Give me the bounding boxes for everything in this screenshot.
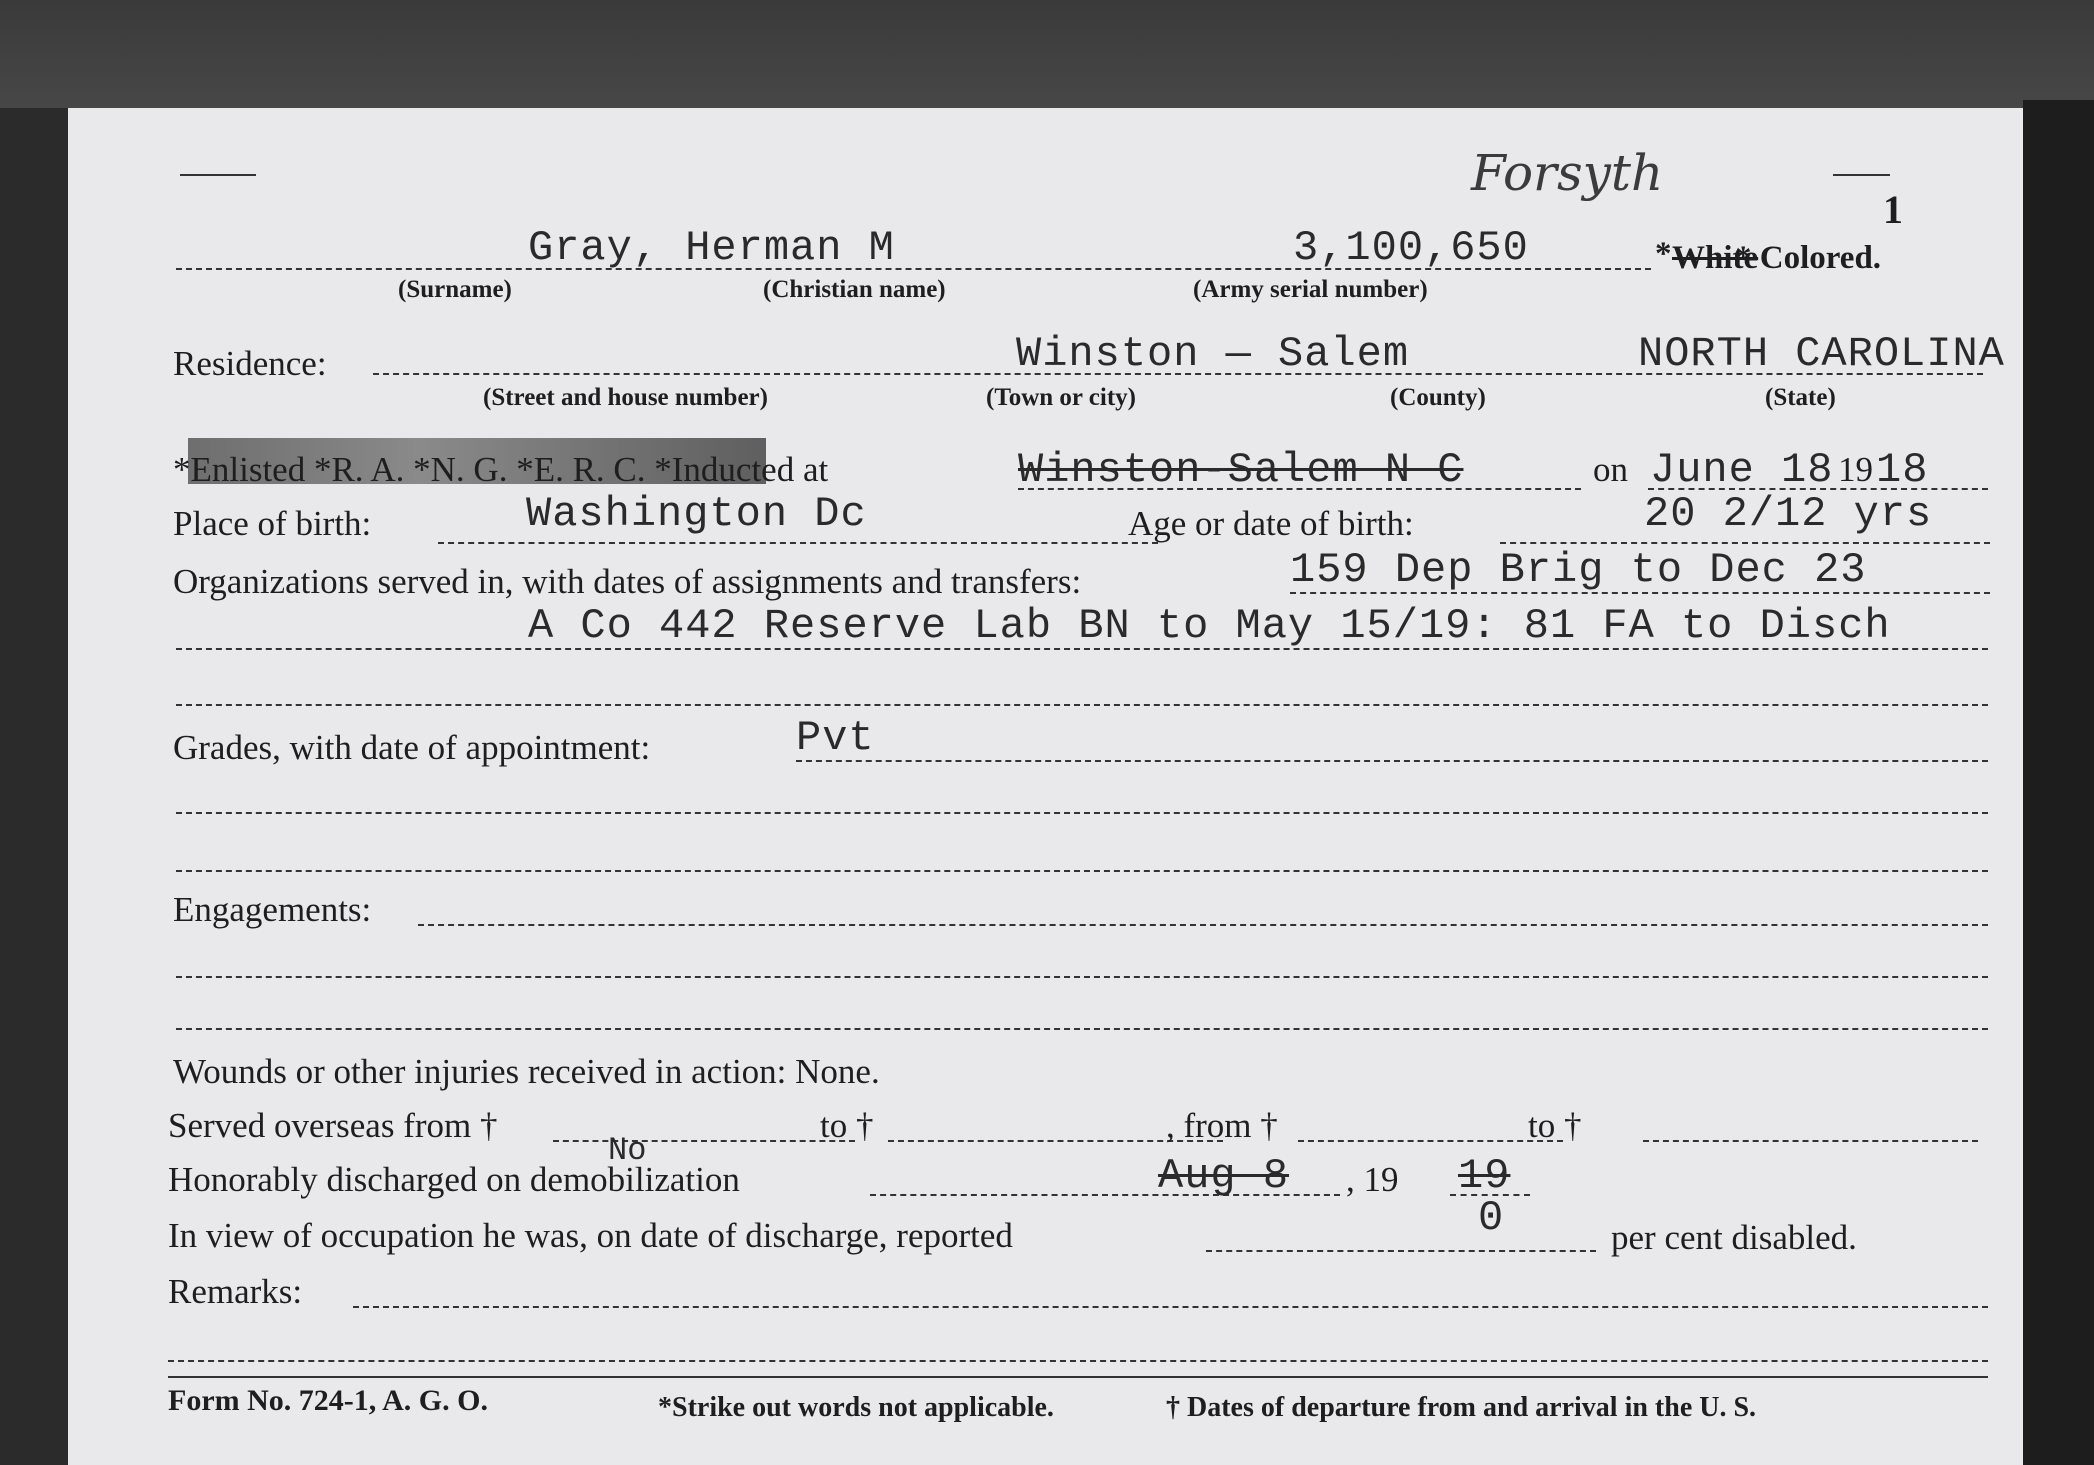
organizations-line2 [176,648,1988,650]
dates-note: † Dates of departure from and arrival in the U. S. [1166,1392,1757,1423]
strike-note: *Strike out words not applicable. [658,1392,1054,1423]
typed-discharge-year: 19 [1458,1152,1511,1200]
engagements-label: Engagements: [173,890,372,929]
engagements-line2 [176,976,1988,978]
state-caption: (State) [1765,384,1836,411]
christian-name-caption: (Christian name) [763,276,946,303]
top-background [0,0,2094,108]
grades-line1 [796,760,1988,762]
grades-line3 [176,870,1988,872]
wounds-label: Wounds or other injuries received in action: None. [173,1052,880,1091]
typed-discharge-date: Aug 8 [1158,1152,1290,1200]
remarks-line1 [353,1306,1988,1308]
remarks-line2 [168,1360,1988,1362]
county-handwritten: Forsyth [1471,144,1664,202]
enlisted-label: *Enlisted *R. A. *N. G. *E. R. C. *Inducted at [173,450,829,489]
card-number: 1 [1883,187,1903,232]
typed-name: Gray, Herman M [528,224,895,272]
footer-rule [168,1376,1988,1378]
typed-overseas-no: No [608,1132,647,1169]
residence-label: Residence: [173,344,327,383]
engagements-line1 [418,924,1988,926]
form-number: Form No. 724-1, A. G. O. [168,1384,488,1417]
surname-caption: (Surname) [398,276,512,303]
town-caption: (Town or city) [986,384,1136,411]
engagements-line3 [176,1028,1988,1030]
age-line [1500,542,1990,544]
birth-place-line [438,542,1158,544]
county-caption: (County) [1390,384,1486,411]
disability-label: In view of occupation he was, on date of discharge, reported [168,1216,1013,1255]
typed-birth-place: Washington Dc [526,490,867,538]
typed-age: 20 2/12 yrs [1644,490,1933,538]
typed-organizations-line2: A Co 442 Reserve Lab BN to May 15/19: 81 FA to Disch [528,602,1891,650]
typed-induction-year: 18 [1876,446,1929,494]
race-white: White [1672,240,1759,276]
overseas-from2-line [1298,1140,1563,1142]
street-caption: (Street and house number) [483,384,768,411]
typed-induction-date: June 18 [1650,446,1834,494]
typed-grade: Pvt [796,714,875,762]
age-label: Age or date of birth: [1128,504,1414,543]
overseas-to2-label: to † [1528,1106,1582,1145]
typed-serial: 3,100,650 [1293,224,1529,272]
overseas-from-line [553,1140,855,1142]
place-of-birth-label: Place of birth: [173,504,372,543]
overseas-from-label: Served overseas from † [168,1106,498,1145]
typed-inducted-place: Winston-Salem N C [1018,446,1464,494]
overseas-from2-label: , from † [1166,1106,1278,1145]
grades-label: Grades, with date of appointment: [173,728,651,767]
discharge-year-prefix: , 19 [1346,1160,1399,1199]
induction-year-prefix: 19 [1838,450,1873,489]
typed-disability: 0 [1478,1194,1505,1242]
residence-line [373,373,1983,375]
grades-line2 [176,812,1988,814]
overseas-to-label: to † [820,1106,874,1145]
organizations-line3 [176,704,1988,706]
on-label: on [1593,450,1628,489]
organizations-label: Organizations served in, with dates of assignments and transfers: [173,562,1082,601]
name-line [176,268,1651,270]
typed-state: NORTH CAROLINA [1638,330,2005,378]
race-asterisk: * [1655,236,1672,272]
top-right-rule [1833,174,1890,176]
overseas-to2-line [1643,1140,1978,1142]
typed-organizations-line1: 159 Dep Brig to Dec 23 [1290,546,1867,594]
serial-caption: (Army serial number) [1193,276,1428,303]
remarks-label: Remarks: [168,1272,303,1311]
discharge-label: Honorably discharged on demobilization [168,1160,740,1199]
race-colored: * Colored. [1735,240,1882,276]
service-record-card [68,108,2023,1465]
disability-suffix: per cent disabled. [1611,1218,1857,1257]
typed-town: Winston — Salem [1016,330,1410,378]
right-background [2023,100,2094,1465]
disability-line [1206,1250,1596,1252]
inducted-line [1018,488,1581,490]
top-left-rule [180,174,256,176]
organizations-line1 [1290,592,1990,594]
